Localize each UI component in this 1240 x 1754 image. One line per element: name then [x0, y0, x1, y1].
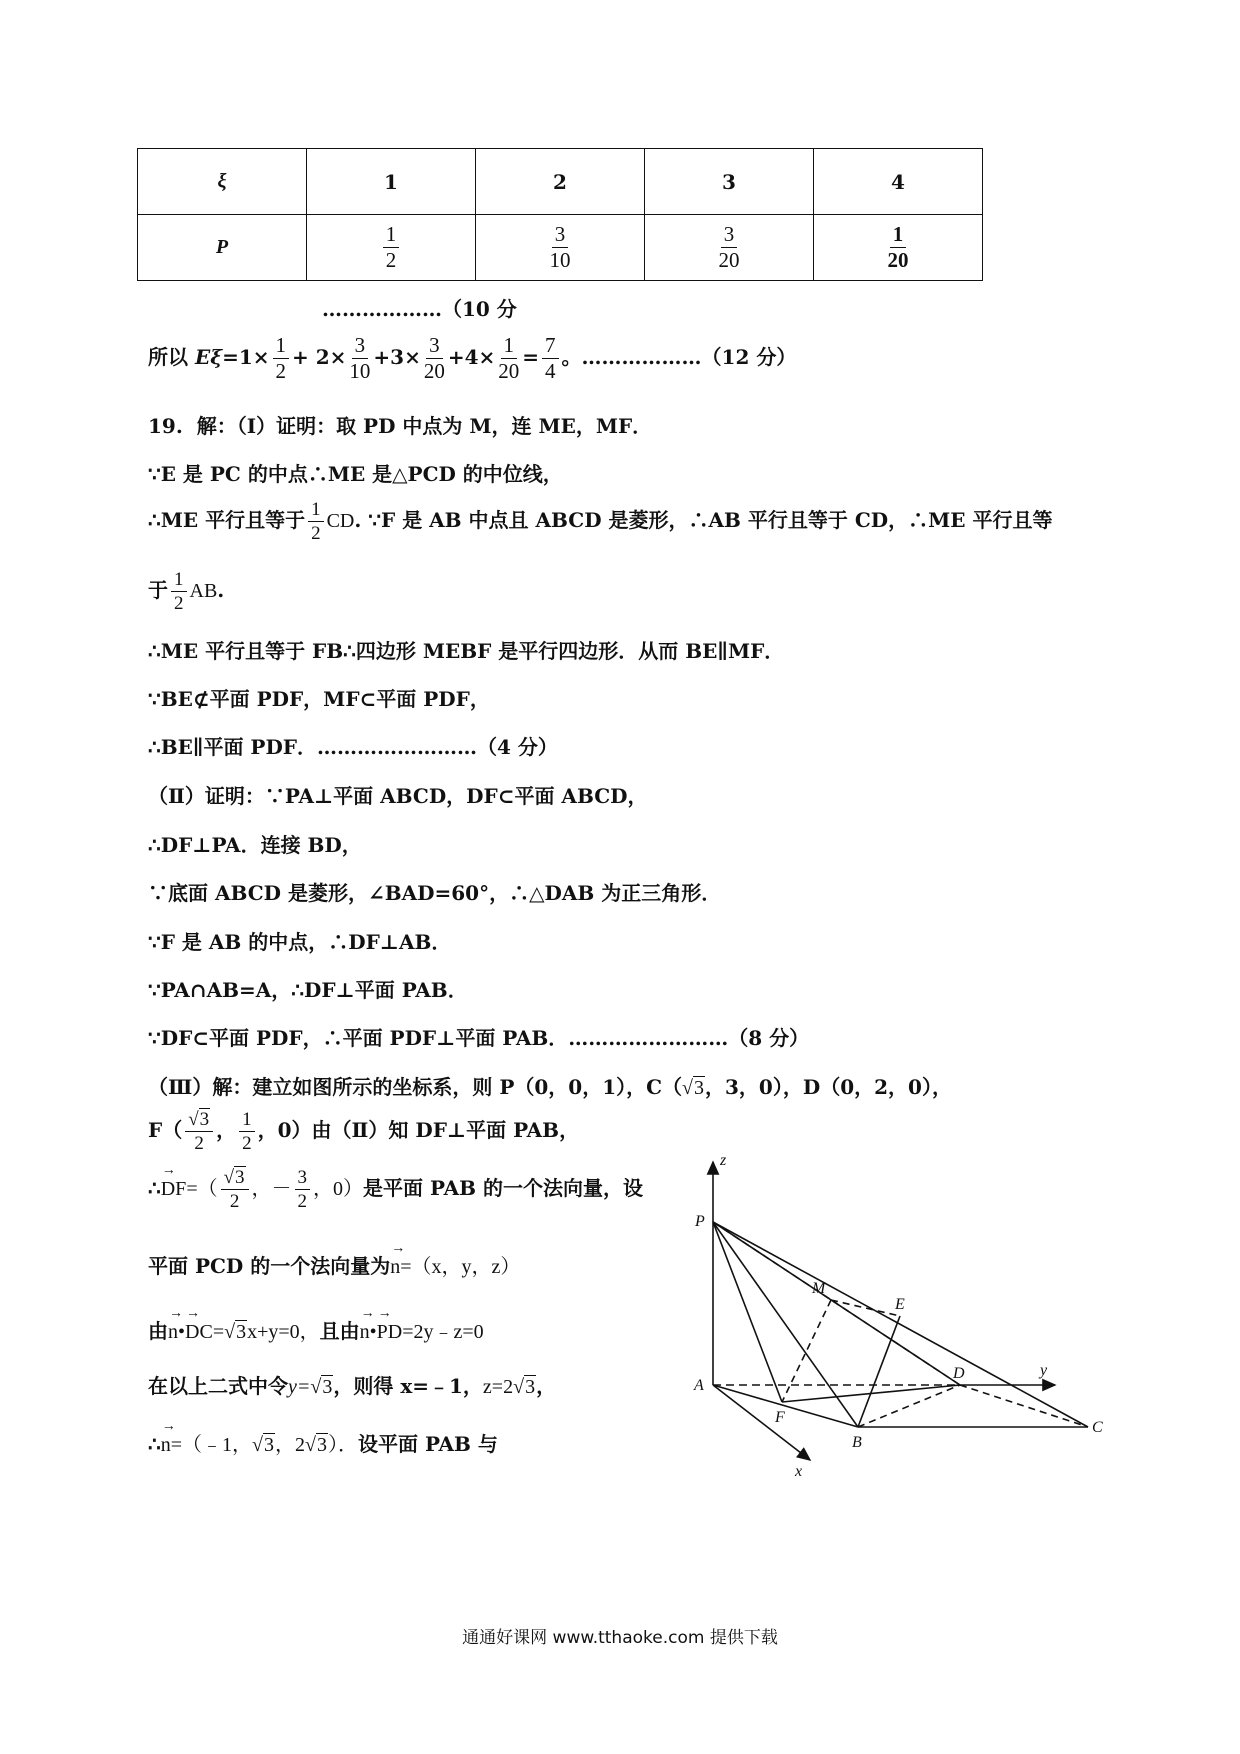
proof-line-6: ∴ME 平行且等于 FB∴四边形 MEBF 是平行四边形．从而 BE∥MF． [148, 639, 785, 663]
proof-line-20: 在以上二式中令y=√3，则得 x=﹣1，z=2√3， [148, 1374, 557, 1398]
table-header-4: 4 [814, 149, 983, 215]
proof-line-8: ∴BE∥平面 PDF．……………………（4 分） [148, 735, 558, 759]
proof-line-11: ∵底面 ABCD 是菱形，∠BAD=60°，∴△DAB 为正三角形． [148, 881, 722, 905]
pyramid-figure [690, 1150, 1140, 1490]
x-axis [713, 1385, 810, 1460]
label-p: P [695, 1213, 705, 1230]
table-row-label-p: P [138, 215, 307, 281]
label-m: M [812, 1280, 826, 1297]
footer-watermark: 通通好课网 www.tthaoke.com 提供下载 [462, 1628, 778, 1648]
label-x: x [795, 1463, 803, 1480]
proof-line-4: ∴ME 平行且等于 $\frac{1}{2}$ CD. ∵F 是 AB 中点且 ABCD 是菱形，∴AB 平行且等于 CD，∴ME 平行且等 [148, 499, 1053, 544]
proof-line-10: ∴DF⊥PA．连接 BD， [148, 833, 362, 857]
proof-line-7: ∵BE⊄平面 PDF，MF⊂平面 PDF， [148, 687, 490, 711]
table-header-xi: ξ [138, 149, 307, 215]
label-b: B [852, 1434, 862, 1451]
table-cell-p2: $\frac{3}{10}$ [476, 215, 645, 281]
expectation-line: 所以 Eξ=1× $\frac{1}{2}$ + 2× $\frac{3}{10}$ +3× $\frac{3}{20}$ +4× $\frac{1}{20}$ = $\frac{7}{4}$ 。………………（12 分） [148, 333, 797, 383]
edge-mf [782, 1300, 831, 1402]
table-header-3: 3 [645, 149, 814, 215]
proof-line-21: ∴→ n=（﹣1，√3，2√3）．设平面 PAB 与 [148, 1428, 498, 1457]
proof-line-14: ∵DF⊂平面 PDF，∴平面 PDF⊥平面 PAB．……………………（8 分） [148, 1026, 810, 1050]
proof-line-3: ∵E 是 PC 的中点∴ME 是△PCD 的中位线， [148, 462, 563, 486]
label-d: D [953, 1365, 965, 1382]
edge-bd [858, 1385, 960, 1427]
proof-line-19: 由→ n•→ DC=√3x+y=0，且由→ n•→ PD=2y﹣z=0 [148, 1315, 484, 1344]
edge-pc [713, 1222, 1088, 1427]
table-header-2: 2 [476, 149, 645, 215]
proof-line-13: ∵PA∩AB=A，∴DF⊥平面 PAB． [148, 978, 468, 1002]
edge-pf [713, 1222, 782, 1402]
proof-line-9: （Ⅱ）证明：∵PA⊥平面 ABCD，DF⊂平面 ABCD， [148, 784, 648, 808]
distribution-table [137, 148, 983, 281]
q19-heading: 19. 解：（Ⅰ）证明：取 PD 中点为 M，连 ME，MF． [148, 414, 653, 438]
proof-line-18: 平面 PCD 的一个法向量为→ n=（x，y，z） [148, 1250, 520, 1279]
label-y: y [1040, 1362, 1048, 1379]
label-z: z [720, 1152, 727, 1169]
proof-line-12: ∵F 是 AB 的中点，∴DF⊥AB． [148, 930, 452, 954]
score-10: ………………（10 分 [322, 297, 517, 321]
edge-me [831, 1300, 900, 1316]
proof-line-15: （Ⅲ）解：建立如图所示的坐标系，则 P（0，0，1），C（√3，3，0），D（0，2，0）， [148, 1075, 952, 1099]
edge-ab [713, 1385, 858, 1427]
edge-fd [782, 1385, 960, 1402]
edge-be [858, 1316, 900, 1427]
table-cell-p3: $\frac{3}{20}$ [645, 215, 814, 281]
table-cell-p4: $\frac{1}{20}$ [814, 215, 983, 281]
table-cell-p1: $\frac{1}{2}$ [307, 215, 476, 281]
proof-line-17: ∴→ DF=（ $\frac{√3}{2}$ ，－ $\frac{3}{2}$ ，0）是平面 PAB 的一个法向量，设 [148, 1168, 643, 1211]
label-e: E [895, 1296, 905, 1313]
table-header-1: 1 [307, 149, 476, 215]
proof-line-16: F（ $\frac{√3}{2}$ ， $\frac{1}{2}$ ，0）由（Ⅱ）知 DF⊥平面 PAB， [148, 1109, 580, 1154]
label-c: C [1092, 1419, 1103, 1436]
label-f: F [775, 1409, 785, 1426]
proof-line-5: 于 $\frac{1}{2}$ AB. [148, 569, 225, 614]
label-a: A [694, 1377, 704, 1394]
